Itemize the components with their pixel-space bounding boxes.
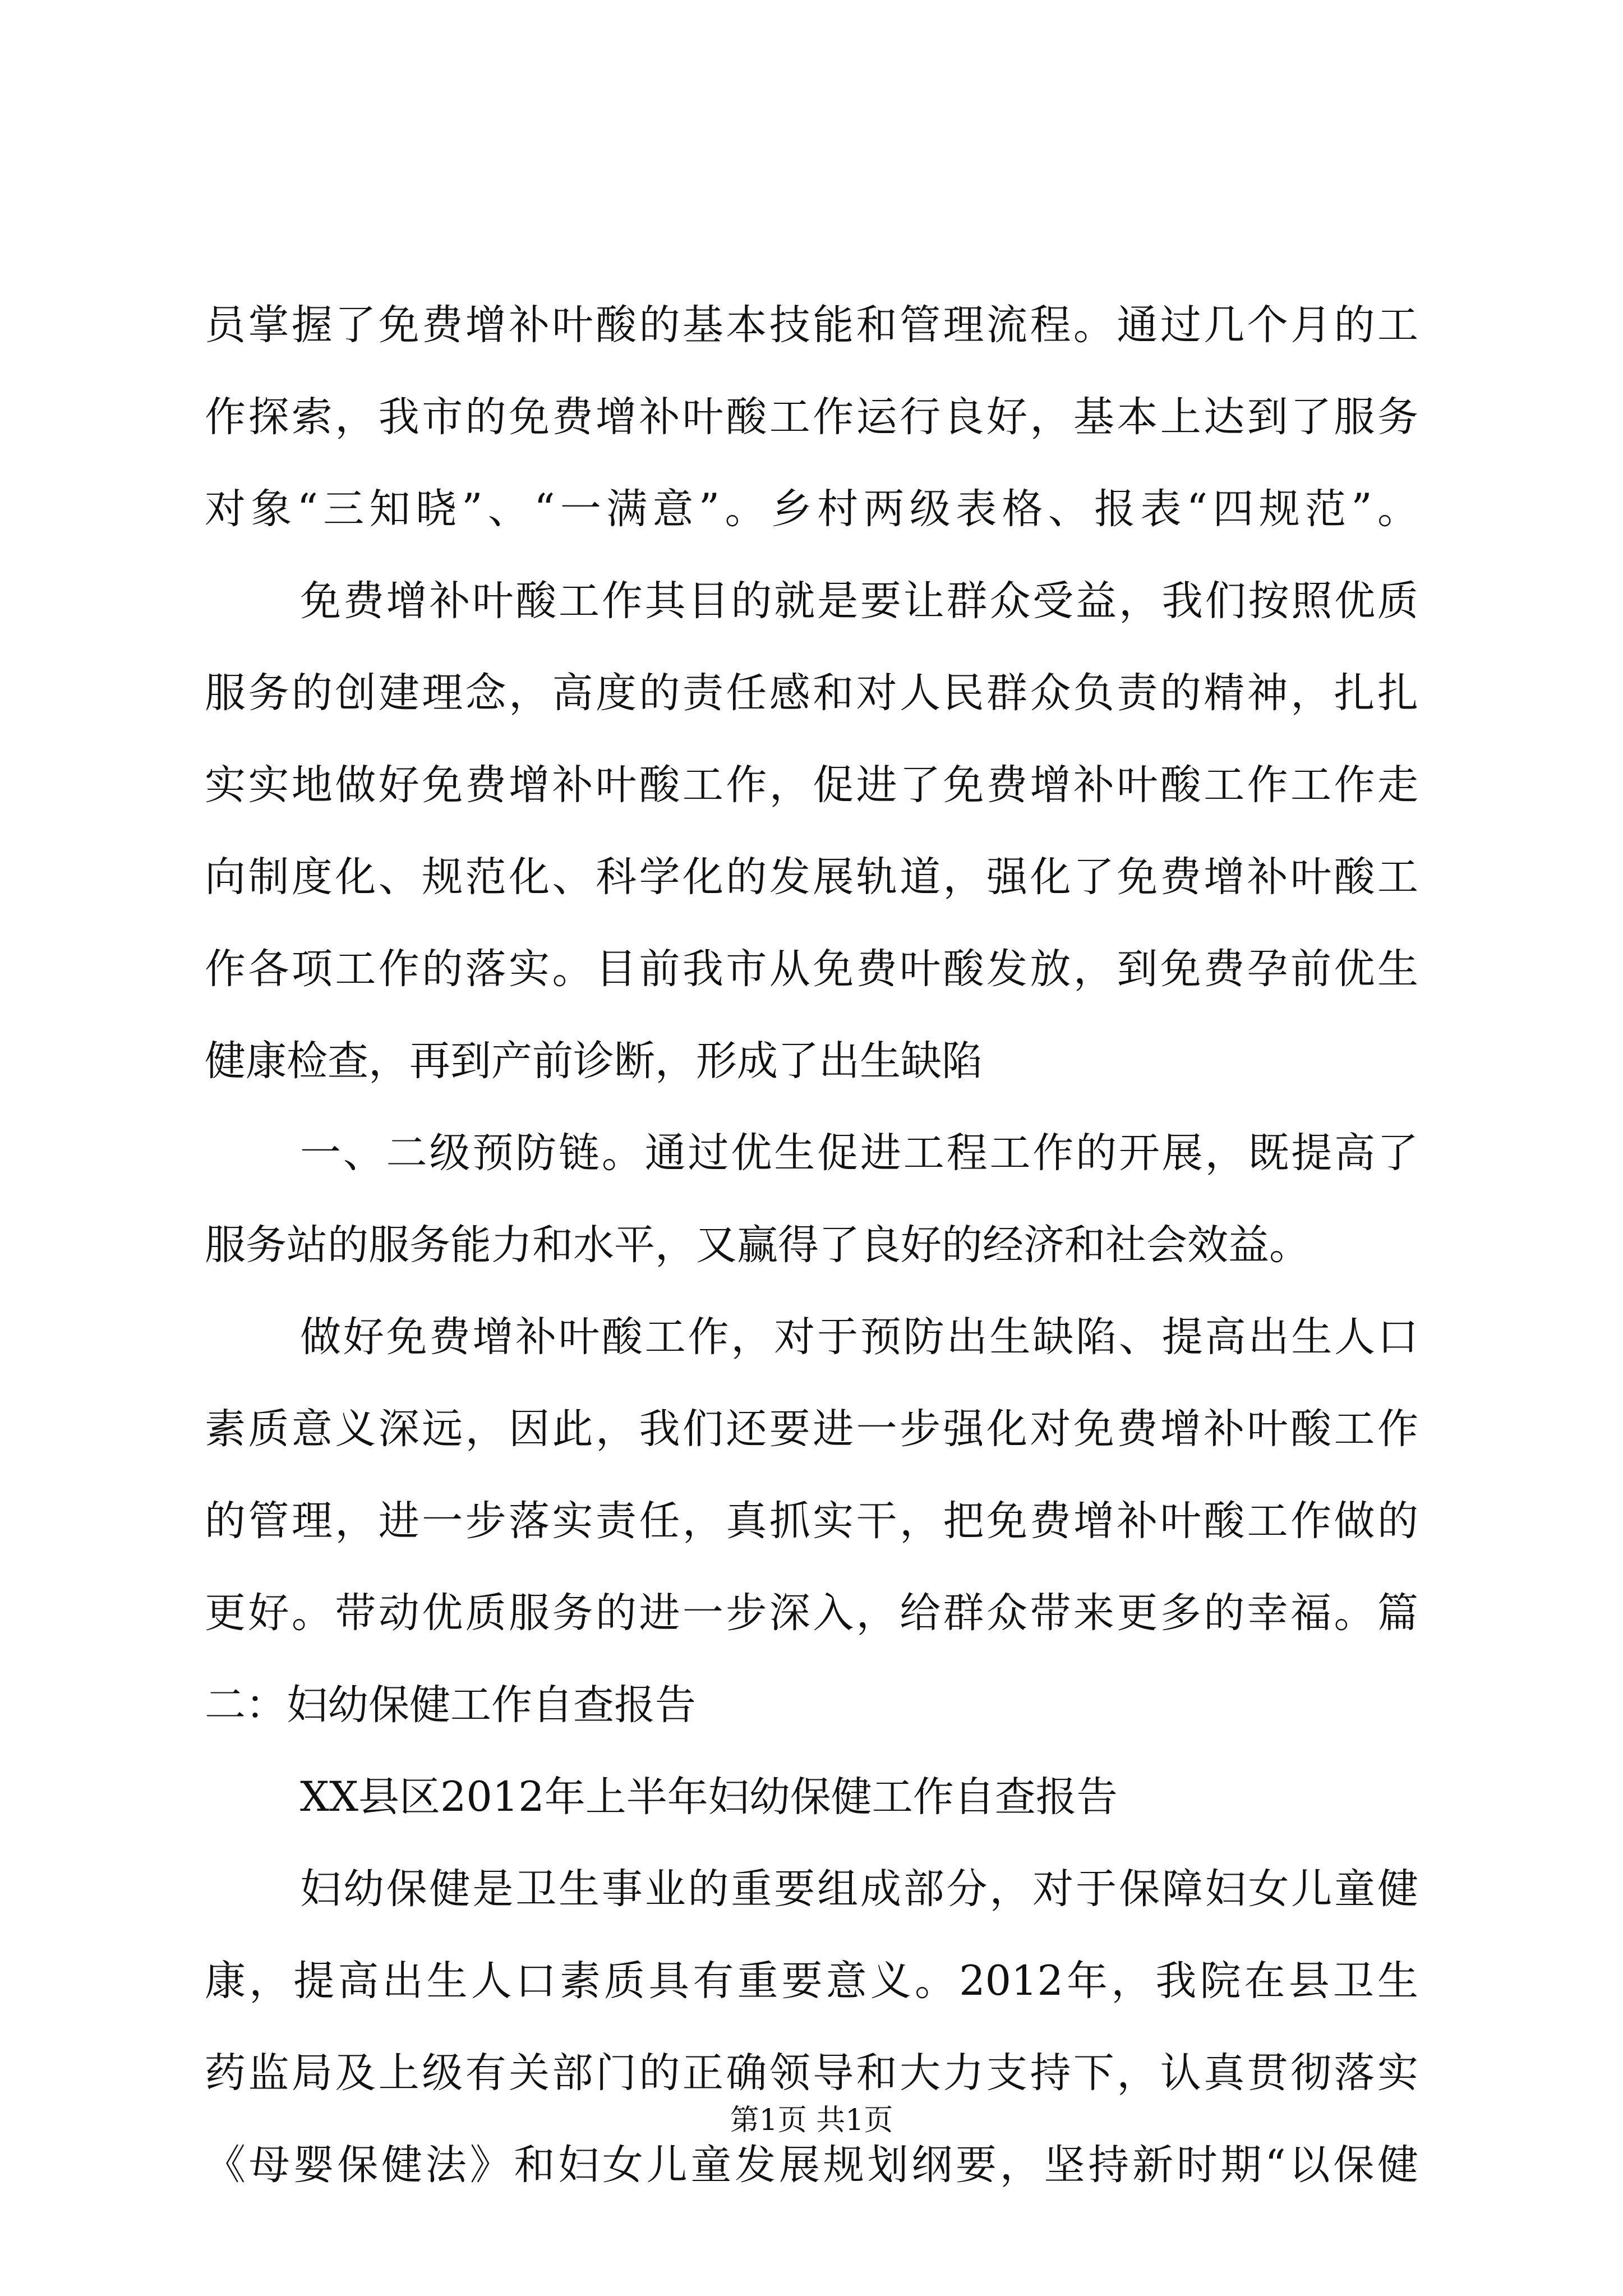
text-line: 服务的创建理念，高度的责任感和对人民群众负责的精神，扎扎 (205, 669, 1418, 717)
text-line: 康，提高出生人口素质具有重要意义。2012年，我院在县卫生 (205, 1957, 1418, 2005)
text-line: 免费增补叶酸工作其目的就是要让群众受益，我们按照优质 (300, 577, 1418, 625)
text-line: 妇幼保健是卫生事业的重要组成部分，对于保障妇女儿童健 (300, 1865, 1418, 1913)
text-line: XX县区2012年上半年妇幼保健工作自查报告 (300, 1773, 1118, 1821)
text-line: 做好免费增补叶酸工作，对于预防出生缺陷、提高出生人口 (300, 1313, 1418, 1361)
text-line: 健康检查，再到产前诊断，形成了出生缺陷 (205, 1037, 983, 1085)
text-line: 作探索，我市的免费增补叶酸工作运行良好，基本上达到了服务 (205, 393, 1418, 441)
text-line: 一、二级预防链。通过优生促进工程工作的开展，既提高了 (300, 1129, 1418, 1177)
text-line: 员掌握了免费增补叶酸的基本技能和管理流程。通过几个月的工 (205, 301, 1418, 349)
text-line: 作各项工作的落实。目前我市从免费叶酸发放，到免费孕前优生 (205, 945, 1418, 993)
text-line: 《母婴保健法》和妇女儿童发展规划纲要，坚持新时期“以保健 (205, 2141, 1418, 2189)
page-footer: 第1页 共1页 (730, 2104, 893, 2137)
text-line: 实实地做好免费增补叶酸工作，促进了免费增补叶酸工作工作走 (205, 761, 1418, 809)
text-line: 的管理，进一步落实责任，真抓实干，把免费增补叶酸工作做的 (205, 1497, 1418, 1545)
text-line: 素质意义深远，因此，我们还要进一步强化对免费增补叶酸工作 (205, 1405, 1418, 1453)
text-line: 对象“三知晓”、“一满意”。乡村两级表格、报表“四规范”。 (205, 485, 1418, 533)
text-line: 二：妇幼保健工作自查报告 (205, 1681, 696, 1729)
text-line: 更好。带动优质服务的进一步深入，给群众带来更多的幸福。篇 (205, 1589, 1418, 1637)
text-line: 药监局及上级有关部门的正确领导和大力支持下，认真贯彻落实 (205, 2049, 1418, 2097)
text-line: 向制度化、规范化、科学化的发展轨道，强化了免费增补叶酸工 (205, 853, 1418, 901)
document-body (205, 279, 1418, 2211)
text-line: 服务站的服务能力和水平，又赢得了良好的经济和社会效益。 (205, 1221, 1310, 1269)
